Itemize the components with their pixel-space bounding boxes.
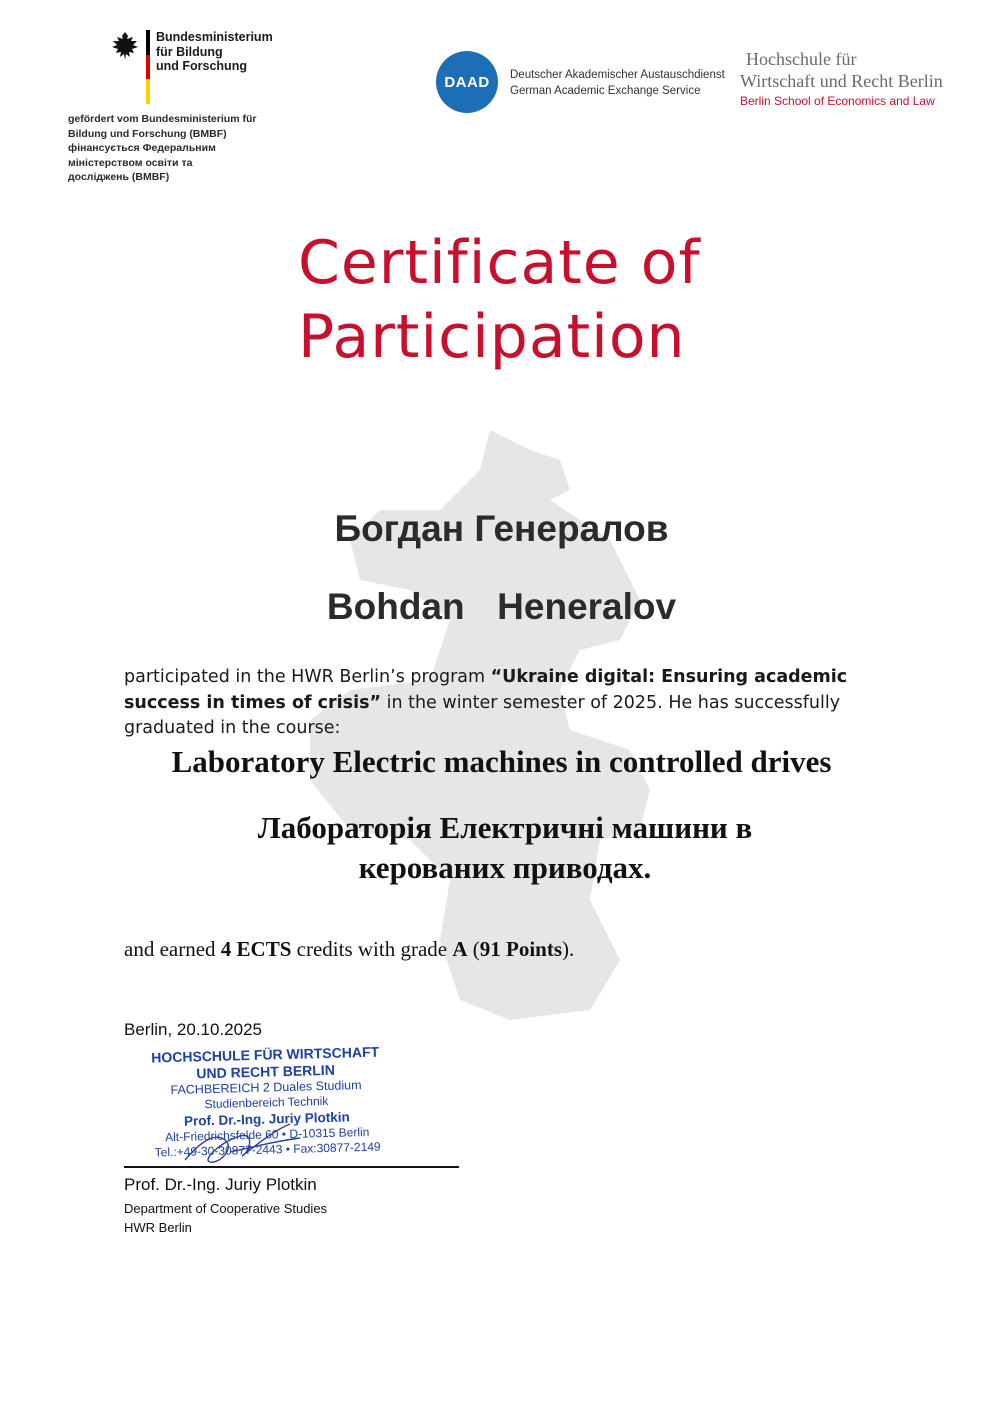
grade-text-2: credits with grade	[291, 937, 453, 961]
statement-part-2: in the winter semester of 2025. He has successfully graduated in the course:	[124, 692, 841, 738]
daad-logo: DAAD	[436, 51, 498, 113]
place-and-date: Berlin, 20.10.2025	[124, 1020, 262, 1039]
statement-part-1: participated in the HWR Berlin’s program	[124, 667, 491, 687]
stamp-line-6: Alt-Friedrichsfelde 60 • D-10315 Berlin	[164, 1124, 370, 1145]
daad-name	[510, 67, 725, 99]
hwr-line-1: Hochschule für	[746, 49, 857, 69]
grade-points: 91 Points	[479, 937, 563, 961]
funding-note: gefördert vom Bundesministerium für Bildung und Forschung (BMBF) фінансується Федеральним міністерством освіти та досліджень (BMBF)	[68, 113, 257, 183]
hwr-line-3: Berlin School of Economics and Law	[740, 94, 935, 108]
signatory-name: Prof. Dr.-Ing. Juriy Plotkin	[124, 1175, 317, 1194]
signatory-institution: HWR Berlin	[124, 1220, 192, 1235]
stamp-line-5: Prof. Dr.-Ing. Juriy Plotkin	[183, 1109, 350, 1129]
grade-text-1: and earned	[124, 937, 221, 961]
german-flag-stripe	[146, 30, 150, 104]
grade-text-3: (	[467, 937, 480, 961]
daad-name-en: German Academic Exchange Service	[510, 85, 701, 97]
certificate-title: Certificate of Participation	[298, 228, 701, 372]
signatory-affiliation	[124, 1199, 327, 1237]
daad-name-de: Deutscher Akademischer Austauschdienst	[510, 69, 725, 81]
bmbf-logo	[108, 30, 273, 110]
stamp-line-1: HOCHSCHULE FÜR WIRTSCHAFT	[151, 1043, 380, 1066]
signature-line	[124, 1166, 459, 1168]
stamp-line-7: Tel.:+49-30-30877-2443 • Fax:30877-2149	[154, 1139, 381, 1160]
recipient-name-en: Bohdan Heneralov	[326, 586, 677, 627]
signatory-department: Department of Cooperative Studies	[124, 1201, 328, 1216]
federal-eagle-icon	[108, 30, 142, 64]
course-title-ua: Лабораторія Електричні машини в керованих приводах.	[257, 810, 753, 885]
program-name: “Ukraine digital: Ensuring academic success in times of crisis”	[124, 667, 848, 713]
ministry-name: Bundesministerium für Bildung und Forschung	[156, 30, 273, 73]
stamp-line-4: Studienbereich Technik	[204, 1093, 329, 1112]
ects-credits: 4 ECTS	[220, 937, 292, 961]
handwritten-signature	[180, 1112, 310, 1172]
hwr-line-2: Wirtschaft und Recht Berlin	[740, 71, 943, 91]
course-title-en: Laboratory Electric machines in controlled drives	[171, 744, 832, 779]
participation-statement	[124, 665, 884, 742]
recipient-name-ua: Богдан Генералов	[334, 508, 669, 549]
stamp-line-2: UND RECHT BERLIN	[196, 1061, 336, 1082]
grade-text-4: ).	[562, 937, 575, 961]
grade-letter: A	[452, 937, 468, 961]
hwr-logo	[740, 48, 958, 118]
grade-statement	[124, 937, 574, 962]
stamp-line-3: FACHBEREICH 2 Duales Studium	[170, 1078, 362, 1098]
